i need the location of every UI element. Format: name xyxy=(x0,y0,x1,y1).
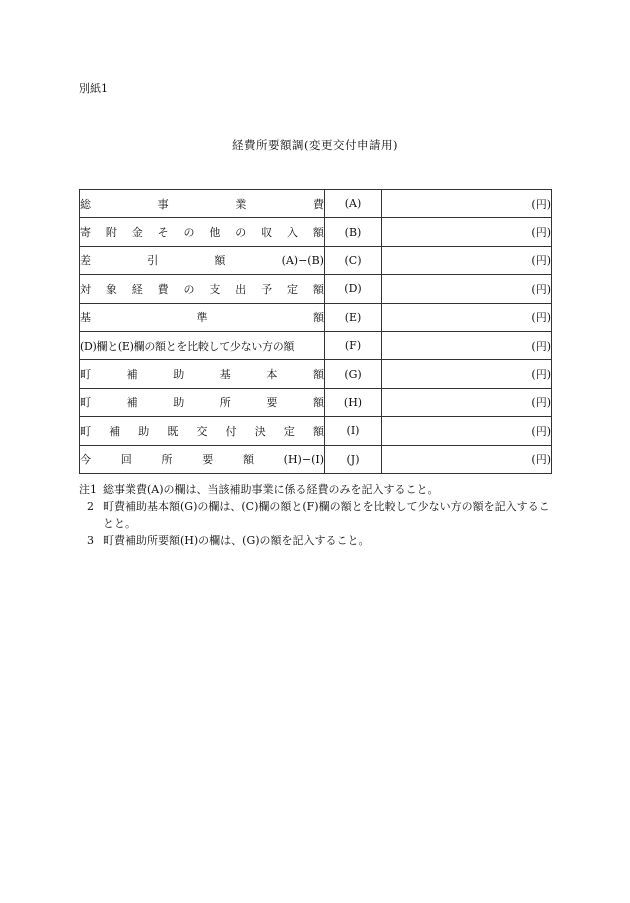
row-label-char: の xyxy=(235,226,247,240)
row-label xyxy=(80,303,325,331)
row-label-char: 事 xyxy=(157,197,169,211)
row-label-char: 額 xyxy=(313,424,324,438)
row-label xyxy=(80,218,325,246)
note-number: 2 xyxy=(87,500,94,513)
table-row xyxy=(80,303,552,331)
amount-field[interactable]: (円) xyxy=(382,388,552,416)
table-row xyxy=(80,417,552,445)
row-label-char: 町 xyxy=(80,424,91,438)
notes-section xyxy=(79,481,559,549)
row-label-char: 町 xyxy=(80,368,91,382)
annex-label: 別紙1 xyxy=(79,82,108,95)
row-label-char: 象 xyxy=(105,282,117,296)
row-code: (B) xyxy=(325,218,382,246)
row-label-char: 額 xyxy=(312,282,324,296)
amount-field[interactable]: (円) xyxy=(382,303,552,331)
row-label-char: 準 xyxy=(196,311,208,325)
note-number: 注1 xyxy=(79,483,97,496)
row-label-char: 決 xyxy=(254,424,266,438)
table-row xyxy=(80,246,552,274)
row-label-char: 既 xyxy=(167,424,179,438)
row-label-char: 交 xyxy=(196,424,208,438)
row-label xyxy=(80,445,325,473)
row-code: (D) xyxy=(325,275,382,303)
row-label-char: 経 xyxy=(131,282,143,296)
table-row xyxy=(80,331,552,359)
table-row xyxy=(80,190,552,218)
row-label-char: 額 xyxy=(313,311,324,325)
row-label-char: 額 xyxy=(242,453,254,467)
row-label-char: (D)欄と(E)欄の額とを比較して少ない方の額 xyxy=(80,339,295,353)
row-label-char: 収 xyxy=(261,226,273,240)
amount-field[interactable]: (円) xyxy=(382,218,552,246)
note-number: 3 xyxy=(87,534,94,547)
row-label-char: 助 xyxy=(173,368,185,382)
row-label-char: 付 xyxy=(225,424,237,438)
note-item xyxy=(79,498,559,532)
note-item xyxy=(79,481,559,498)
row-label-char: 要 xyxy=(266,396,278,410)
row-label-char: (A)−(B) xyxy=(281,253,324,267)
row-label-char: 助 xyxy=(173,396,185,410)
row-label-char: 補 xyxy=(109,424,121,438)
row-label-char: 要 xyxy=(202,453,214,467)
row-label xyxy=(80,246,325,274)
table-row xyxy=(80,388,552,416)
amount-field[interactable]: (円) xyxy=(382,445,552,473)
note-text: 町費補助所要額(H)の欄は、(G)の額を記入すること。 xyxy=(103,534,370,547)
row-label-char: そ xyxy=(157,226,169,240)
row-label-char: 引 xyxy=(147,254,159,268)
row-label-char: 補 xyxy=(126,396,138,410)
amount-field[interactable]: (円) xyxy=(382,360,552,388)
row-label-char: 他 xyxy=(209,226,221,240)
row-label-char: 本 xyxy=(266,368,278,382)
row-code: (G) xyxy=(325,360,382,388)
row-label-char: 附 xyxy=(105,226,117,240)
row-label-char: 所 xyxy=(219,396,231,410)
row-label-char: 費 xyxy=(312,197,324,211)
row-label xyxy=(80,190,325,218)
amount-field[interactable]: (円) xyxy=(382,190,552,218)
row-label-char: 回 xyxy=(120,453,132,467)
row-label-char: 入 xyxy=(287,226,298,240)
row-code: (H) xyxy=(325,388,382,416)
amount-field[interactable]: (円) xyxy=(382,275,552,303)
row-label-char: 町 xyxy=(80,396,91,410)
row-label-char: 業 xyxy=(235,197,247,211)
row-label-char: 基 xyxy=(219,368,231,382)
table-row xyxy=(80,218,552,246)
row-label-char: 額 xyxy=(312,368,324,382)
row-code: (E) xyxy=(325,303,382,331)
note-text: 総事業費(A)の欄は、当該補助事業に係る経費のみを記入すること。 xyxy=(103,483,439,496)
table-row xyxy=(80,445,552,473)
row-label-char: 対 xyxy=(80,282,91,296)
row-label-char: 定 xyxy=(287,282,298,296)
row-label-char: 費 xyxy=(157,282,169,296)
row-label-char: 額 xyxy=(312,396,324,410)
row-label xyxy=(80,331,325,359)
row-label-char: 予 xyxy=(261,282,273,296)
row-label-char: 定 xyxy=(283,424,295,438)
amount-field[interactable]: (円) xyxy=(382,331,552,359)
row-code: (J) xyxy=(325,445,382,473)
note-text: 町費補助基本額(G)の欄は、(C)欄の額と(F)欄の額とを比較して少ない方の額を記入することと。 xyxy=(103,500,550,530)
expense-table xyxy=(79,189,552,474)
row-label-char: 基 xyxy=(80,311,91,325)
row-label-char: の xyxy=(183,226,195,240)
table-row xyxy=(80,360,552,388)
amount-field[interactable]: (円) xyxy=(382,417,552,445)
note-item xyxy=(79,532,559,549)
row-label-char: 助 xyxy=(138,424,150,438)
row-label-char: 支 xyxy=(209,282,221,296)
row-label-char: 出 xyxy=(235,282,247,296)
row-label-char: 額 xyxy=(214,254,226,268)
row-label xyxy=(80,275,325,303)
row-label-char: 今 xyxy=(80,453,91,467)
row-label-char: 所 xyxy=(161,453,173,467)
amount-field[interactable]: (円) xyxy=(382,246,552,274)
row-code: (C) xyxy=(325,246,382,274)
row-code: (I) xyxy=(325,417,382,445)
row-label xyxy=(80,417,325,445)
row-label xyxy=(80,360,325,388)
row-label-char: 寄 xyxy=(80,226,91,240)
row-code: (F) xyxy=(325,331,382,359)
document-title: 経費所要額調(変更交付申請用) xyxy=(232,138,398,152)
row-label-char: 総 xyxy=(80,197,91,211)
row-label-char: の xyxy=(183,282,195,296)
row-label-char: (H)−(I) xyxy=(283,452,324,466)
row-label-char: 差 xyxy=(80,254,91,268)
row-label-char: 補 xyxy=(126,368,138,382)
table-row xyxy=(80,275,552,303)
row-code: (A) xyxy=(325,190,382,218)
row-label-char: 額 xyxy=(312,226,324,240)
row-label xyxy=(80,388,325,416)
row-label-char: 金 xyxy=(131,226,143,240)
